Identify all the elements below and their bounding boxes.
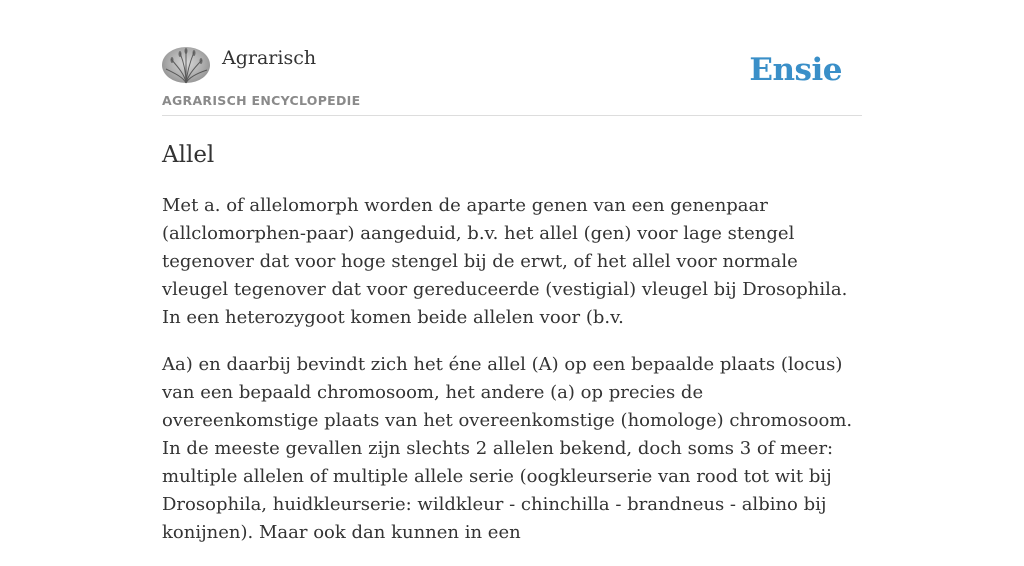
page-container bbox=[162, 0, 862, 543]
article-title: Allel bbox=[162, 142, 215, 168]
site-header bbox=[162, 0, 862, 116]
wheat-illustration-icon[interactable] bbox=[162, 47, 210, 83]
brand-logo[interactable]: Ensie bbox=[749, 52, 842, 88]
site-subtitle[interactable]: AGRARISCH ENCYCLOPEDIE bbox=[162, 93, 361, 108]
article-paragraph: Met a. of allelomorph worden de aparte genen van een genenpaar (allclomorphen-paar) aangeduid, b.v. het allel (gen) voor lage stengel tegenover dat voor hoge stengel bij de erwt, of het allel voor normale vleugel tegenover dat voor gereduceerde (vestigial) vleugel bij Drosophila. In een heterozygoot komen beide allelen voor (b.v. bbox=[162, 195, 848, 328]
site-name[interactable]: Agrarisch bbox=[222, 47, 317, 69]
article-body bbox=[162, 192, 862, 566]
article-paragraph: Aa) en daarbij bevindt zich het éne allel (A) op een bepaalde plaats (locus) van een bepaald chromosoom, het andere (a) op precies de overeenkomstige plaats van het overeenkomstige (homologe) chromosoom. In de meeste gevallen zijn slechts 2 allelen bekend, doch soms 3 of meer: multiple allelen of multiple allele serie (oogkleurserie van rood tot wit bij Drosophila, huidkleurserie: wildkleur - chinchilla - brandneus - albino bij konijnen). Maar ook dan kunnen in een bbox=[162, 354, 853, 543]
